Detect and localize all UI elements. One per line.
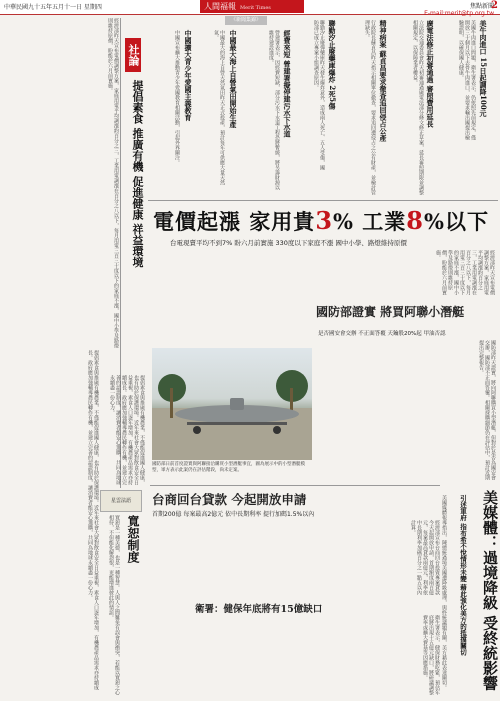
divider	[150, 485, 440, 486]
story4-body: 衛生署表示，健保財務吃緊，預估年底將出現十五億元缺口，將研議調整費率或擴大費基等因應措施。	[422, 615, 440, 695]
left-body-text-bottom: 提倡素食與推廣有機農業，不僅能促進國人健康，也有助於保護環境。近年來社會大眾對飲食安全日益重視，素食人口逐年增加，有機農產品需求亦持續成長。政府應加強輔導農民轉作有機，並建立完善的認證制度，讓消費者能安心選購，共同為地球永續盡一份心力。	[87, 350, 99, 690]
left-body-text-top: 經濟部昨天宣布電價調整方案，家庭用電平均調漲約百分之三，工業用電調漲在百分之八以下，每月用電三百三十度以下的家庭不漲，國中小學及路燈則維持原價，盼能於六月前實施。	[107, 18, 119, 348]
brief-body-5: 營建署表示，因經費短缺，部分污水下水道工程恐將暫緩，將另籌財源以維持建設進度。	[268, 30, 280, 190]
brief-headline-6: 中國最大海上自營氣田開始生產	[229, 30, 238, 128]
lead-body: 經濟部昨天宣布電價調整方案，家庭用電平均調漲約百分之三，工業用電調漲在百分之八以下，每月用電三百三十度以下的家庭不漲，國中小學及路燈則維持原價，盼能於六月前實施。	[435, 250, 495, 295]
brief-body-1: 美國牛肉進口問題，衛生署表示，仍依照先前規定，僅開放三十個月以下去骨牛肉進口，並要求輸出國提出檢驗證明，以確保國人健康。	[458, 20, 476, 140]
logo-subtitle: Merit Times	[240, 5, 271, 11]
lead-headline-number: 3	[315, 206, 334, 235]
lead-headline-part: %以下	[423, 209, 489, 234]
news-tag: 《新聞集錦》	[225, 16, 267, 25]
lead-headline-number: 8	[406, 206, 424, 235]
lead-headline-part: 電價起漲 家用貴	[153, 209, 316, 234]
divider	[148, 200, 498, 201]
lead-subheadline: 台電現賣平均不到7% 盼六月前實施 330度以下家庭不漲 國中小學、路燈維持原價	[170, 239, 407, 247]
brief-body-6: 中國最大的海上自營天然氣田昨天正式投產，預計每年可供應大量天然氣。	[213, 30, 225, 185]
story5-subheadline: 引述軍府 指布希不悅情形未變 藉此強化美方的抵擋關切	[459, 495, 467, 656]
column-logo: 星雲法語	[100, 490, 142, 512]
story2-subheadline: 是否國安會交辦 不正面答覆 天鑰股20%起 甲油否認	[318, 331, 446, 337]
editorial-title: 提倡素食 推廣有機 促進健康 祥益環境	[131, 80, 144, 268]
brief-headline-7: 中國擴大青少年愛國主義教育	[184, 30, 193, 121]
page-number: 2	[491, 0, 498, 11]
brief-headline-4: 聯勤汐止廢藥庫爆炸 2死5傷	[328, 20, 337, 110]
story3-body: 經濟部宣布台商回台投資專案貸款今天起開放申請，首期額度兩百億元，每案最高貸款兩億元，利率依中長期利率加碼百分之一點五以內計算。	[410, 520, 440, 595]
section-name: 焦點新聞	[469, 3, 494, 10]
brief-headline-3: 精神病案 蘇貞昌要求徹查追回侵占公產	[379, 20, 388, 142]
story4-headline: 衛署：健保年底將有15億缺口	[195, 604, 323, 615]
brief-headline-2: 廣電法修正初審通過 審照費用延長	[426, 20, 435, 128]
photo-caption: 國防部日前首度證實與阿聯接洽購買小型潛艇事宜，圖為展示中的小型潛艇模型，軍方表示此案仍在評估階段，尚未定案。	[152, 462, 305, 473]
story5-headline: 美媒體：過境降級 受終統影響	[481, 490, 499, 691]
lead-headline-part: % 工業	[333, 209, 407, 234]
story3-subheadline: 首期200億 每案最高2億元 依中長期利率 提行加碼1.5%以內	[152, 511, 315, 518]
submarine-illustration	[152, 348, 312, 460]
brief-body-2: 立法院交通委員會昨天初審通過廣電法部分條文修正草案，延長審照期限並調整相關規定，以保障業者權益。	[412, 20, 424, 195]
masthead-date: 中華民國九十五年五月十一日 星期四	[4, 4, 102, 11]
column-body: 寬恕是一種美德，也是一種智慧。人與人之間難免有誤會與衝突，若能以寬恕之心相待，不但能化解怨恨，更能增進彼此的情誼。	[108, 515, 120, 695]
brief-headline-5: 經費來短 營建署擬停建污水下水道	[283, 30, 292, 138]
story5-body: 美國媒體報導指出，陳總統過境美國遭降級處理，與終統議題有關，美方藉此表達關切。	[441, 495, 447, 690]
story2-headline: 國防部證實 將買阿聯小潛艇	[316, 305, 465, 319]
editorial-body: 提倡素食與推廣有機農業，不僅能促進國人健康，也有助於保護環境。近年來社會大眾對飲食安全日益重視，素食人口逐年增加，有機農產品需求亦持續成長。政府應加強輔導農民轉作有機，並建立完善的認證制度，讓消費者能安心選購，共同為地球永續盡一份心力。	[109, 375, 145, 485]
brief-body-7: 中國宣布擴大推動青少年愛國教育相關活動，引起外界關注。	[174, 30, 180, 165]
story3-headline: 台商回台貸款 今起開放申請	[152, 492, 307, 507]
newspaper-logo	[200, 0, 304, 13]
brief-body-3: 行政院長蘇貞昌昨天指示相關單位徹查，要求追回遭侵占之公有財產，並檢討管理缺失。	[364, 20, 376, 195]
story2-body: 國防部昨天證實，將向阿聯購買小型潛艇，但對於是否為國安會交辦，國防部不正面答覆。相關採購細節仍在評估中，預計近期提出完整報告。	[478, 340, 496, 480]
submarine-photo	[152, 348, 312, 460]
masthead	[0, 0, 500, 15]
lead-headline	[153, 206, 498, 236]
brief-body-4: 聯勤汐止廢彈藥庫昨天發生爆炸意外，造成兩人死亡、五人受傷，國防部已成立專案小組調查原因。	[313, 20, 325, 170]
brief-headline-1: 美牛肉進口 15日起調降100元	[479, 20, 488, 117]
logo-text: 人間福報	[204, 2, 236, 11]
column-title: 寬恕制度	[126, 515, 140, 563]
masthead-right	[424, 1, 494, 17]
editorial-label: 社論	[125, 38, 141, 72]
section-email: E-mail:merit@tp.org.tw	[424, 10, 494, 17]
